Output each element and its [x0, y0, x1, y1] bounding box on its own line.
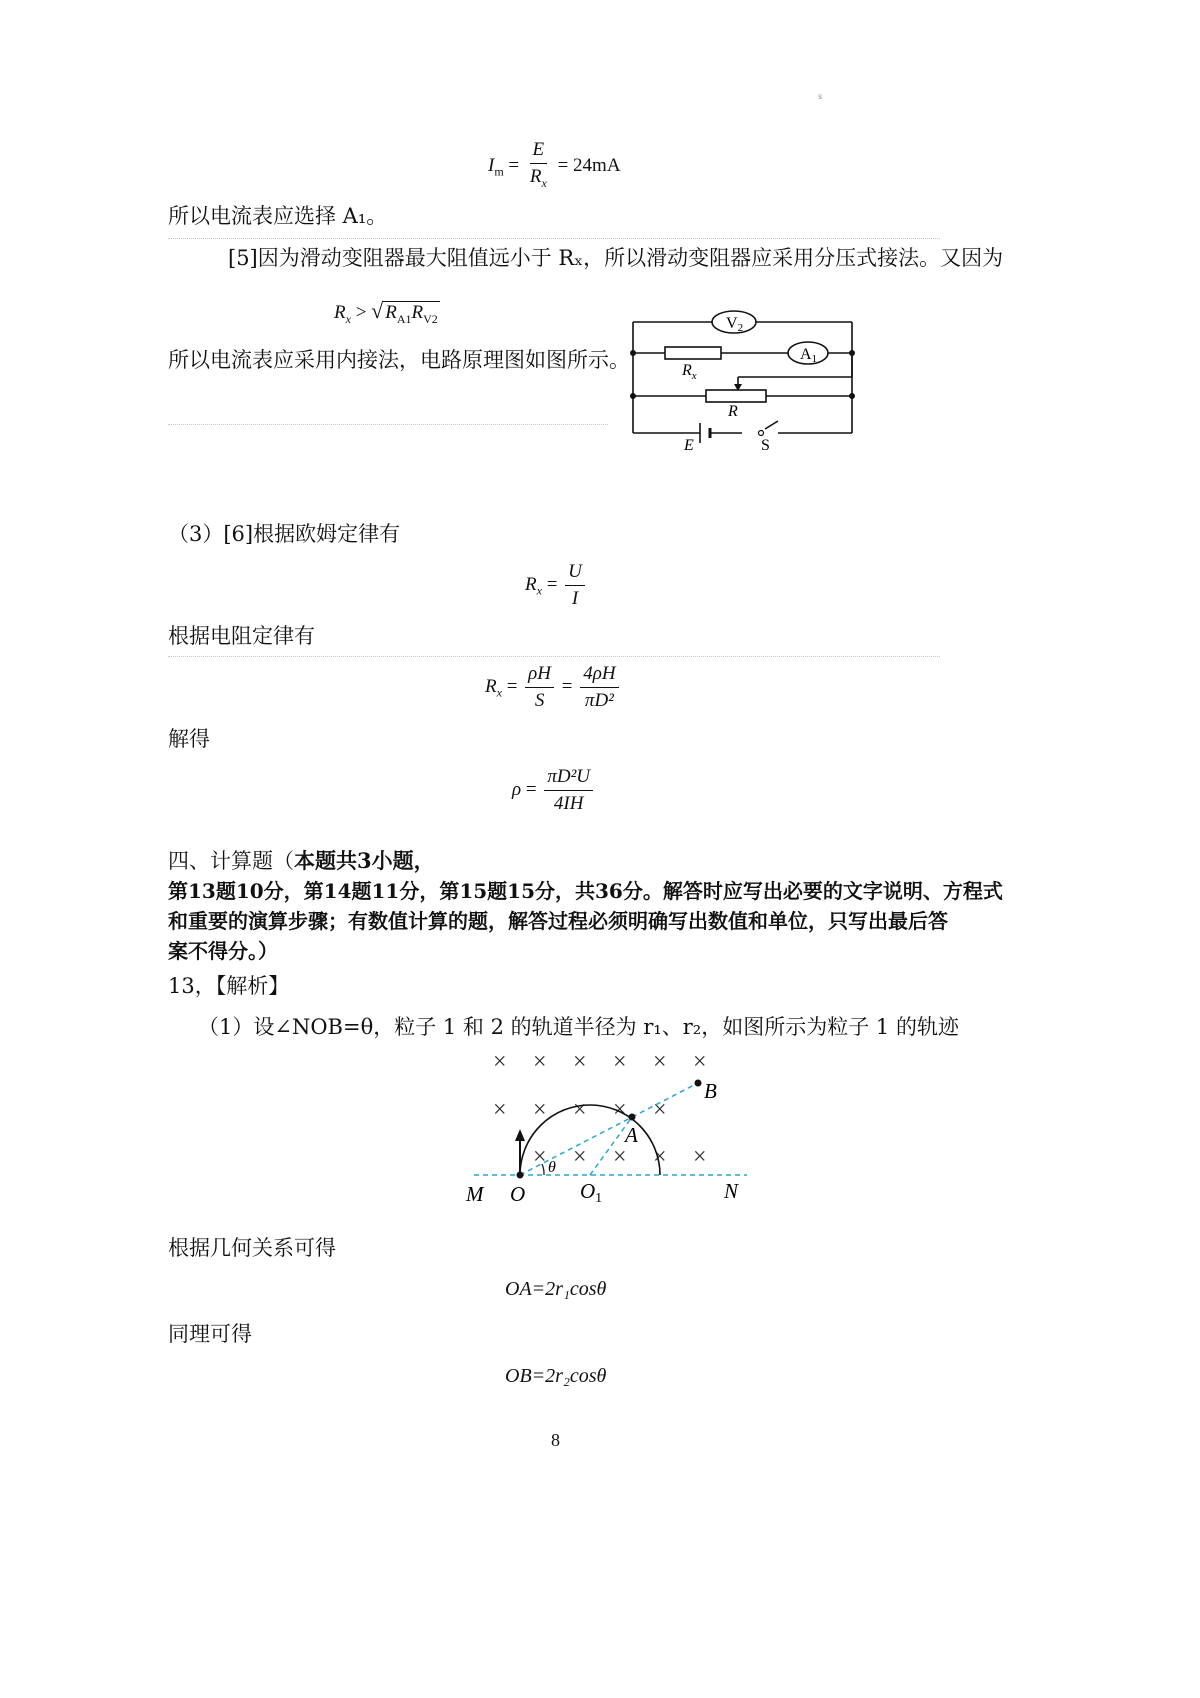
equation-ohm: $R_x$ = $\frac{U}{I}$	[525, 560, 588, 611]
text-line-solve: 解得	[168, 727, 210, 751]
field-cross: ×	[573, 1097, 587, 1123]
field-cross: ×	[493, 1097, 507, 1123]
text-line-ammeter-choice: 所以电流表应选择 A₁。	[168, 204, 388, 228]
point-a-label: A	[625, 1123, 638, 1147]
question-13-heading: 13，【解析】	[168, 974, 290, 998]
point-m-label: M	[466, 1182, 484, 1206]
text-line-divider-method: [5]因为滑动变阻器最大阻值远小于 Rₓ，所以滑动变阻器应采用分压式接法。又因为	[228, 246, 1004, 270]
field-cross: ×	[613, 1049, 627, 1075]
theta-label: θ	[548, 1159, 556, 1176]
field-cross: ×	[653, 1049, 667, 1075]
point-b-label: B	[704, 1079, 717, 1103]
divider	[168, 424, 608, 425]
text-line-inner-connection: 所以电流表应采用内接法，电路原理图如图所示。	[168, 348, 630, 372]
voltmeter-label: V2	[726, 315, 744, 334]
rheostat-label: R	[728, 403, 738, 420]
switch-label: S	[761, 437, 770, 454]
page-mark: s	[818, 92, 823, 101]
field-cross: ×	[533, 1049, 547, 1075]
equation-resistance: $R_x$ = $\frac{\rho H}{S}$ = $\frac{4\rho H}{\text{πD²}}$	[485, 662, 622, 713]
equation-rx-condition: $R_x$ > √ $R_{A1}R_{V2}$	[334, 298, 438, 326]
field-cross: ×	[693, 1144, 707, 1170]
field-cross: ×	[533, 1097, 547, 1123]
equation-im: $I_m$ = $\frac{E}{R_x}$ = 24mA	[488, 139, 621, 190]
particle-trajectory-figure	[462, 1045, 762, 1210]
point-o-label: O	[510, 1182, 526, 1206]
field-cross: ×	[653, 1097, 667, 1123]
point-n-label: N	[724, 1179, 739, 1203]
section-title: 四、计算题（本题共3小题，	[168, 848, 435, 873]
rx-label: $R_x$	[682, 362, 697, 382]
magnetic-field-crosses	[493, 1049, 707, 1170]
field-cross: ×	[573, 1144, 587, 1170]
text-line-geometry: 根据几何关系可得	[168, 1236, 336, 1260]
field-cross: ×	[693, 1049, 707, 1075]
divider	[168, 238, 940, 239]
field-cross: ×	[533, 1144, 547, 1170]
divider	[168, 656, 940, 657]
ammeter-label: A1	[800, 346, 818, 365]
page-number: 8	[551, 1430, 560, 1450]
section-body-line-1: 第13题10分，第14题11分，第15题15分，共36分。解答时应写出必要的文字说明、方程式	[168, 879, 1003, 903]
field-cross: ×	[653, 1144, 667, 1170]
text-line-setup: （1）设∠NOB=θ，粒子 1 和 2 的轨道半径为 r₁、r₂，如图所示为粒子 1 的轨迹	[198, 1015, 959, 1039]
equation-oa: OA=2r₁cosθ	[505, 1278, 607, 1300]
text-line-ohm-law: （3）[6]根据欧姆定律有	[168, 522, 401, 546]
field-cross: ×	[573, 1049, 587, 1075]
text-line-resistance-law: 根据电阻定律有	[168, 624, 315, 648]
field-cross: ×	[493, 1049, 507, 1075]
equation-rho: ρ = $\frac{\text{πD²U}}{4IH}$	[512, 765, 596, 816]
circuit-diagram	[620, 305, 870, 455]
field-cross: ×	[613, 1144, 627, 1170]
point-o1-label: O1	[580, 1179, 603, 1206]
section-body-line-3: 案不得分。）	[168, 939, 278, 963]
battery-label: E	[684, 437, 694, 454]
field-cross: ×	[613, 1097, 627, 1123]
section-body-line-2: 和重要的演算步骤；有数值计算的题，解答过程必须明确写出数值和单位，只写出最后答	[168, 909, 948, 933]
text-line-similarly: 同理可得	[168, 1322, 252, 1346]
equation-ob: OB=2r₂cosθ	[505, 1365, 607, 1387]
